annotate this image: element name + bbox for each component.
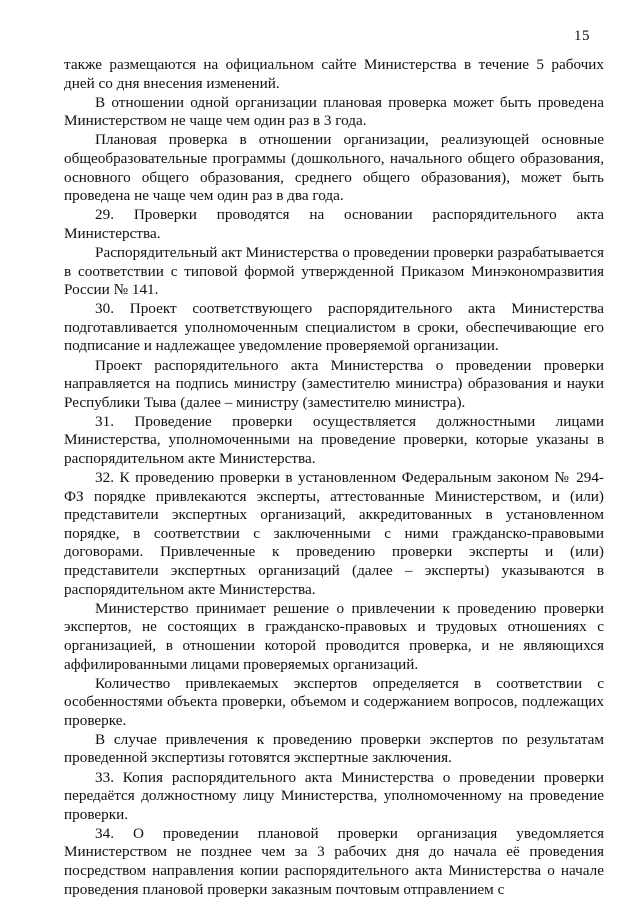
page-number: 15 [574,28,590,44]
document-body [64,56,604,899]
paragraph: Распорядительный акт Министерства о проведении проверки разрабатывается в соответствии с типовой формой утвержденной Приказом Минэкономразвития России № 141. [64,243,604,299]
paragraph: В отношении одной организации плановая проверка может быть проведена Министерством не чаще чем один раз в 3 года. [64,93,604,130]
paragraph: Количество привлекаемых экспертов определяется в соответствии с особенностями объекта проверки, объемом и содержанием вопросов, подлежащих проверке. [64,674,604,729]
paragraph-continuation: также размещаются на официальном сайте Министерства в течение 5 рабочих дней со дня внесения изменений. [64,56,604,92]
paragraph-clause-31: 31. Проведение проверки осуществляется должностными лицами Министерства, уполномоченными на проведение проверки, которые указаны в распорядительном акте Министерства. [64,412,604,467]
paragraph-clause-34: 34. О проведении плановой проверки организация уведомляется Министерством не позднее чем за 3 рабочих дня до начала её проведения посредством направления копии распорядительного акта Министерства о начале проведения плановой проверки заказным почтовым отправлением с [64,824,604,898]
paragraph: Плановая проверка в отношении организации, реализующей основные общеобразовательные программы (дошкольного, начального общего образования, основного общего образования, среднего общего образования), может быть проведена не чаще чем один раз в два года. [64,131,604,205]
paragraph-clause-29: 29. Проверки проводятся на основании распорядительного акта Министерства. [64,206,604,242]
paragraph-clause-33: 33. Копия распорядительного акта Министерства о проведении проверки передаётся должностному лицу Министерства, уполномоченному на проведение проверки. [64,768,604,823]
paragraph: Министерство принимает решение о привлечении к проведению проверки экспертов, не состоящих в гражданско-правовых и трудовых отношениях с организацией, в отношении которой проводится проверка, и не являющихся аффилированными лицами проверяемых организаций. [64,599,604,673]
paragraph-clause-32: 32. К проведению проверки в установленном Федеральным законом № 294-ФЗ порядке привлекаются эксперты, аттестованные Министерством, и (или) представители экспертных организаций, аккредитованных в установленном порядке, в соответствии с заключенными с ними гражданско-правовыми договорами. Привлеченные к проведению проверки эксперты и (или) представители экспертных организаций (далее – эксперты) указываются в распорядительном акте Министерства. [64,469,604,598]
paragraph-clause-30: 30. Проект соответствующего распорядительного акта Министерства подготавливается уполномоченным специалистом в сроки, обеспечивающие его подписание и надлежащее уведомление проверяемой организации. [64,300,604,355]
paragraph: В случае привлечения к проведению проверки экспертов по результатам проведенной экспертизы готовятся экспертные заключения. [64,730,604,767]
paragraph: Проект распорядительного акта Министерства о проведении проверки направляется на подпись министру (заместителю министра) образования и науки Республики Тыва (далее – министру (заместителю министра). [64,356,604,411]
